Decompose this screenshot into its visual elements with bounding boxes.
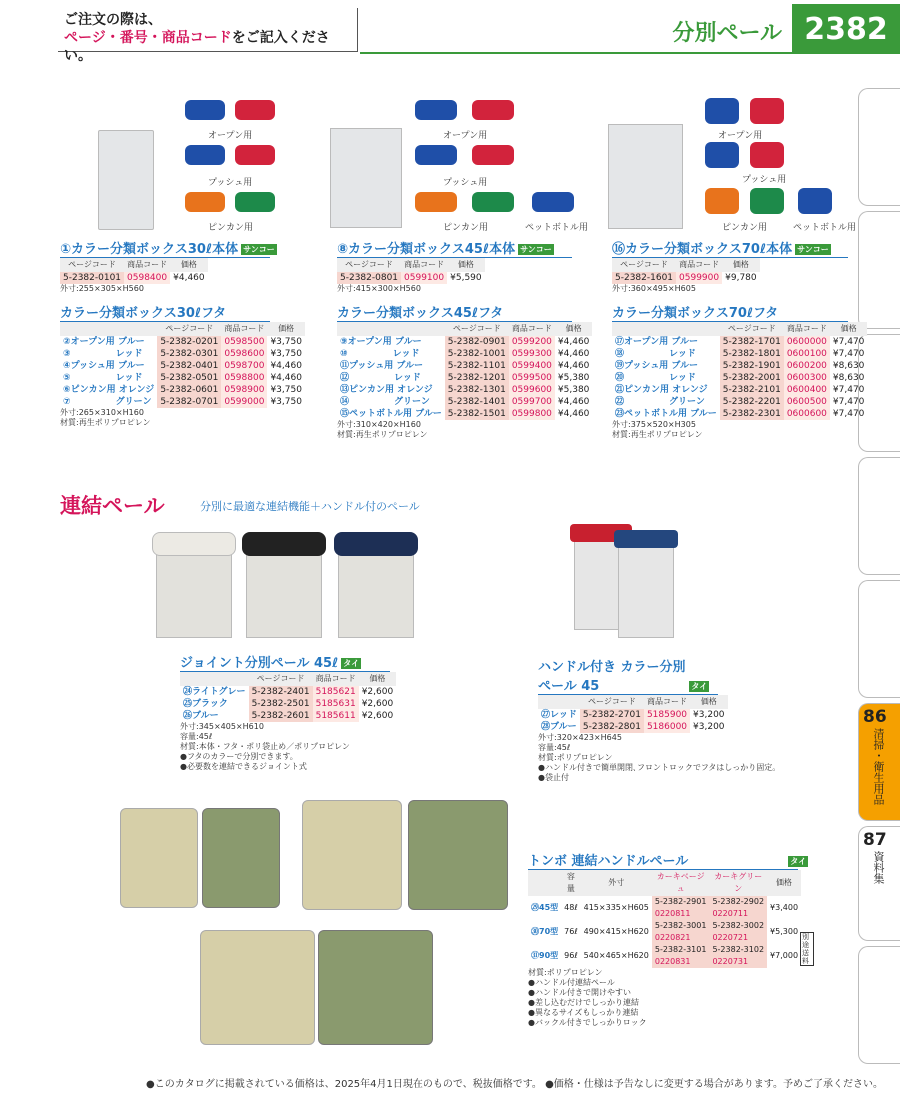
maker-badge: サンコー xyxy=(243,245,275,254)
table-row: ㉚70型 76ℓ 490×415×H620 5-2382-3001 0220821 5-2382-3002 0220721 ¥5,300 xyxy=(531,921,799,942)
box45-section: ⑧カラー分類ボックス45ℓ本体 サンコー ページコード 商品コード 価格 5-2382-0801 0599100 ¥5,590 外寸:415×300×H560 カラー分類ボックス45ℓフタ ページコード 商品コード 価格 ⑨オープン用 ブルー 5-2382-0901 0599200 ¥4,460 ⑩ レッド 5-2382-1001 0599300 ¥4,460 ⑪プッシュ用 ブルー 5-2382-1101 0599400 ¥4,460 ⑫ レッド 5-2382-1201 0599500 ¥5,380 ⑬ピンカン用 オレンジ 5-2382-1301 0599600 ¥5,380 ⑭ グリーン 5-2382-1401 0599700 ¥4,460 ⑮ペットボトル用 ブルー 5-2382-1501 0599800 ¥4,460 外寸:310×420×H160 材質:再生ポリプロピレン xyxy=(337,238,572,440)
tab-blank-6[interactable] xyxy=(858,946,900,1064)
table-row: 5-2382-0801 0599100 ¥5,590 xyxy=(337,272,485,284)
tab-87[interactable]: 87 資料集 xyxy=(858,826,900,941)
tombo-70-beige-image xyxy=(302,800,402,910)
joint-section: ジョイント分別ペール 45ℓ タイ ページコード 商品コード 価格 ㉔ライトグレー 5-2382-2401 5185621 ¥2,600 ㉕ブラック 5-2382-2501 5185631 ¥2,600 ㉖ブルー 5-2382-2601 5185611 ¥2,600 外寸:345×405×H610 容量:45ℓ 材質:本体・フタ・ポリ袋止め／ポリプロピレン ●フタのカラーで分別できます。 ●必要数を連結できるジョイント式 xyxy=(180,652,390,772)
tombo-45-beige-image xyxy=(120,808,198,908)
box70-lid-table: ページコード 商品コード 価格 ⑰オープン用 ブルー 5-2382-1701 0600000 ¥7,470 ⑱ レッド 5-2382-1801 0600100 ¥7,470 ⑲プッシュ用 ブルー 5-2382-1901 0600200 ¥8,630 ⑳ レッド 5-2382-2001 0600300 ¥8,630 ㉑ピンカン用 オレンジ 5-2382-2101 0600400 ¥7,470 ㉒ グリーン 5-2382-2201 0600500 ¥7,470 ㉓ペットボトル用 ブルー 5-2382-2301 0600600 ¥7,470 xyxy=(612,322,867,420)
table-row: ⑩ レッド 5-2382-1001 0599300 ¥4,460 xyxy=(340,349,590,359)
table-row: ㉖ブルー 5-2382-2601 5185611 ¥2,600 xyxy=(183,711,394,721)
tombo-45-green-image xyxy=(202,808,280,908)
box30-lid-table: ページコード 商品コード 価格 ②オープン用 ブルー 5-2382-0201 0598500 ¥3,750 ③ レッド 5-2382-0301 0598600 ¥3,750 ④プッシュ用 ブルー 5-2382-0401 0598700 ¥4,460 ⑤ レッド 5-2382-0501 0598800 ¥4,460 ⑥ピンカン用 オレンジ 5-2382-0601 0598900 ¥3,750 ⑦ グリーン 5-2382-0701 0599000 ¥3,750 xyxy=(60,322,305,408)
joint-title: ジョイント分別ペール 45ℓ xyxy=(180,656,339,671)
table-row: ㉛90型 96ℓ 540×465×H620 5-2382-3101 0220831 5-2382-3102 0220731 ¥7,000 xyxy=(531,945,799,966)
table-row: ⑰オープン用 ブルー 5-2382-1701 0600000 ¥7,470 xyxy=(615,337,865,347)
tab-blank-2[interactable] xyxy=(858,211,900,329)
table-row: ㉔ライトグレー 5-2382-2401 5185621 ¥2,600 xyxy=(183,687,394,697)
table-row: ⑪プッシュ用 ブルー 5-2382-1101 0599400 ¥4,460 xyxy=(340,361,590,371)
box45-lid-table: ページコード 商品コード 価格 ⑨オープン用 ブルー 5-2382-0901 0599200 ¥4,460 ⑩ レッド 5-2382-1001 0599300 ¥4,460 ⑪プッシュ用 ブルー 5-2382-1101 0599400 ¥4,460 ⑫ レッド 5-2382-1201 0599500 ¥5,380 ⑬ピンカン用 オレンジ 5-2382-1301 0599600 ¥5,380 ⑭ グリーン 5-2382-1401 0599700 ¥4,460 ⑮ペットボトル用 ブルー 5-2382-1501 0599800 ¥4,460 xyxy=(337,322,592,420)
table-row: ⑥ピンカン用 オレンジ 5-2382-0601 0598900 ¥3,750 xyxy=(63,385,302,395)
tombo-90-green-image xyxy=(318,930,433,1045)
side-tabs xyxy=(858,88,900,1069)
box70-image xyxy=(608,124,683,229)
table-row: ㉒ グリーン 5-2382-2201 0600500 ¥7,470 xyxy=(615,397,865,407)
table-row: ㉓ペットボトル用 ブルー 5-2382-2301 0600600 ¥7,470 xyxy=(615,409,865,419)
tombo-90-beige-image xyxy=(200,930,315,1045)
tombo-title: トンボ 連結ハンドルペール xyxy=(528,854,689,869)
box45-lid-title: カラー分類ボックス45ℓフタ xyxy=(337,306,504,321)
box30-body-size: 外寸:255×305×H560 xyxy=(60,284,144,293)
box70-body-table: ページコード 商品コード 価格 5-2382-1601 0599900 ¥9,780 xyxy=(612,258,760,284)
page-number: 2382 xyxy=(792,4,900,54)
lids70-images xyxy=(700,98,850,223)
table-row: ⑬ピンカン用 オレンジ 5-2382-1301 0599600 ¥5,380 xyxy=(340,385,590,395)
label-open-30: オープン用 xyxy=(208,131,253,141)
tab-blank-5[interactable] xyxy=(858,580,900,698)
tombo-table: 容量 外寸 カーキベージュ カーキグリーン 価格 ㉙45型 48ℓ 415×335×H605 5-2382-2901 0220811 5-2382-2902 0220711 ¥3,400 ㉚70型 76ℓ 490×415×H620 5-2382-3001 0220821 5-2382-3002 0220721 ¥5,300 ㉛90型 96ℓ 540×465×H620 5-2382-3101 0220831 5-2382-3102 0220731 ¥7,000 xyxy=(528,870,801,968)
handle-title-1: ハンドル付き カラー分別 xyxy=(538,660,686,675)
lids45-images xyxy=(410,100,590,220)
joint-table: ページコード 商品コード 価格 ㉔ライトグレー 5-2382-2401 5185621 ¥2,600 ㉕ブラック 5-2382-2501 5185631 ¥2,600 ㉖ブルー 5-2382-2601 5185611 ¥2,600 xyxy=(180,672,396,722)
tab-86[interactable]: 86 清掃・衛生用品 xyxy=(858,703,900,821)
table-row: 5-2382-0101 0598400 ¥4,460 xyxy=(60,272,208,284)
box30-image xyxy=(98,130,154,230)
box70-lid-title: カラー分類ボックス70ℓフタ xyxy=(612,306,779,321)
tombo-70-green-image xyxy=(408,800,508,910)
table-row: ㉗レッド 5-2382-2701 5185900 ¥3,200 xyxy=(541,710,725,720)
table-row: ⑱ レッド 5-2382-1801 0600100 ¥7,470 xyxy=(615,349,865,359)
category-title: 分別ペール xyxy=(672,21,782,46)
label-push-30: プッシュ用 xyxy=(208,178,253,188)
handle-title-2: ペール 45 xyxy=(538,679,600,694)
box70-body-title: ⑯カラー分類ボックス70ℓ本体 xyxy=(612,242,793,257)
box30-section: ①カラー分類ボックス30ℓ本体 サンコー ページコード 商品コード 価格 5-2382-0101 0598400 ¥4,460 外寸:255×305×H560 カラー分類ボックス30ℓフタ ページコード 商品コード 価格 ②オープン用 ブルー 5-2382-0201 0598500 ¥3,750 ③ レッド 5-2382-0301 0598600 ¥3,750 ④プッシュ用 ブルー 5-2382-0401 0598700 ¥4,460 ⑤ レッド 5-2382-0501 0598800 ¥4,460 ⑥ピンカン用 オレンジ 5-2382-0601 0598900 ¥3,750 ⑦ グリーン 5-2382-0701 0599000 ¥3,750 外寸:265×310×H160 材質:再生ポリプロピレン xyxy=(60,238,270,428)
table-row: ⑫ レッド 5-2382-1201 0599500 ¥5,380 xyxy=(340,373,590,383)
notice-red-text: ページ・番号・商品コード xyxy=(64,30,232,46)
box30-body-title: ①カラー分類ボックス30ℓ本体 xyxy=(60,242,239,257)
table-row: ④プッシュ用 ブルー 5-2382-0401 0598700 ¥4,460 xyxy=(63,361,302,371)
handle-blue-image xyxy=(618,536,674,638)
tab-blank-1[interactable] xyxy=(858,88,900,206)
table-row: ⑮ペットボトル用 ブルー 5-2382-1501 0599800 ¥4,460 xyxy=(340,409,590,419)
table-row: ㉕ブラック 5-2382-2501 5185631 ¥2,600 xyxy=(183,699,394,709)
special-shipping-badge: 別途送料 xyxy=(800,932,814,966)
table-row: ㉘ブルー 5-2382-2801 5186000 ¥3,200 xyxy=(541,722,725,732)
tombo-section: トンボ 連結ハンドルペール タイ 容量 外寸 カーキベージュ カーキグリーン 価格 ㉙45型 48ℓ 415×335×H605 5-2382-2901 0220811 5-2382-2902 0220711 ¥3,400 ㉚70型 76ℓ 490×415×H620 5-2382-3001 0220821 5-2382-3002 0220721 ¥5,300 ㉛90型 96ℓ 540×465×H620 5-2382-3101 0220831 5-2382-3102 0220731 ¥7,000 材質:ポリプロピレン ●ハンドル付連結ペール ●ハンドル付きで開けやすい ●差し込むだけでしっかり連結 ●異なるサイズもしっかり連結 ●バックル付きでしっかりロック xyxy=(528,850,798,1028)
notice-line1: ご注文の際は、 xyxy=(64,12,162,28)
table-row: ⑨オープン用 ブルー 5-2382-0901 0599200 ¥4,460 xyxy=(340,337,590,347)
box45-body-title: ⑧カラー分類ボックス45ℓ本体 xyxy=(337,242,516,257)
handle-section: ハンドル付き カラー分別 ペール 45 タイ ページコード 商品コード 価格 ㉗レッド 5-2382-2701 5185900 ¥3,200 ㉘ブルー 5-2382-2801 5186000 ¥3,200 外寸:320×423×H645 容量:45ℓ 材質:ポリプロピレン ●ハンドル付きで簡単開閉､フロントロックでフタはしっかり固定。 ●袋止付 xyxy=(538,656,718,783)
label-pinkan-30: ピンカン用 xyxy=(208,223,254,233)
box45-body-table: ページコード 商品コード 価格 5-2382-0801 0599100 ¥5,590 xyxy=(337,258,485,284)
box70-section: ⑯カラー分類ボックス70ℓ本体 サンコー ページコード 商品コード 価格 5-2382-1601 0599900 ¥9,780 外寸:360×495×H605 カラー分類ボックス70ℓフタ ページコード 商品コード 価格 ⑰オープン用 ブルー 5-2382-1701 0600000 ¥7,470 ⑱ レッド 5-2382-1801 0600100 ¥7,470 ⑲プッシュ用 ブルー 5-2382-1901 0600200 ¥8,630 ⑳ レッド 5-2382-2001 0600300 ¥8,630 ㉑ピンカン用 オレンジ 5-2382-2101 0600400 ¥7,470 ㉒ グリーン 5-2382-2201 0600500 ¥7,470 ㉓ペットボトル用 ブルー 5-2382-2301 0600600 ¥7,470 外寸:375×520×H305 材質:再生ポリプロピレン xyxy=(612,238,848,440)
table-row: 5-2382-1601 0599900 ¥9,780 xyxy=(612,272,760,284)
handle-table: ページコード 商品コード 価格 ㉗レッド 5-2382-2701 5185900 ¥3,200 ㉘ブルー 5-2382-2801 5186000 ¥3,200 xyxy=(538,695,728,733)
box45-image xyxy=(330,128,402,228)
order-notice xyxy=(58,8,358,64)
table-row: ⑲プッシュ用 ブルー 5-2382-1901 0600200 ¥8,630 xyxy=(615,361,865,371)
footer-note: ●このカタログに掲載されている価格は、2025年4月1日現在のもので、税抜価格です。 ●価格・仕様は予告なしに変更する場合があります。予めご了承ください。 xyxy=(146,1079,884,1090)
table-row: ③ レッド 5-2382-0301 0598600 ¥3,750 xyxy=(63,349,302,359)
renketsu-subtitle: 分別に最適な連結機能＋ハンドル付のペール xyxy=(200,500,420,513)
table-row: ②オープン用 ブルー 5-2382-0201 0598500 ¥3,750 xyxy=(63,337,302,347)
lids30-images xyxy=(180,100,280,220)
table-row: ㉙45型 48ℓ 415×335×H605 5-2382-2901 0220811 5-2382-2902 0220711 ¥3,400 xyxy=(531,897,799,918)
box30-body-table: ページコード 商品コード 価格 5-2382-0101 0598400 ¥4,460 xyxy=(60,258,208,284)
table-row: ㉑ピンカン用 オレンジ 5-2382-2101 0600400 ¥7,470 xyxy=(615,385,865,395)
table-row: ⑭ グリーン 5-2382-1401 0599700 ¥4,460 xyxy=(340,397,590,407)
table-row: ⑳ レッド 5-2382-2001 0600300 ¥8,630 xyxy=(615,373,865,383)
table-row: ⑤ レッド 5-2382-0501 0598800 ¥4,460 xyxy=(63,373,302,383)
tab-blank-4[interactable] xyxy=(858,457,900,575)
renketsu-title: 連結ペール xyxy=(60,494,165,518)
notice-rest-text: をご記入ください。 xyxy=(64,30,330,64)
box30-lid-title: カラー分類ボックス30ℓフタ xyxy=(60,306,227,321)
table-row: ⑦ グリーン 5-2382-0701 0599000 ¥3,750 xyxy=(63,397,302,407)
